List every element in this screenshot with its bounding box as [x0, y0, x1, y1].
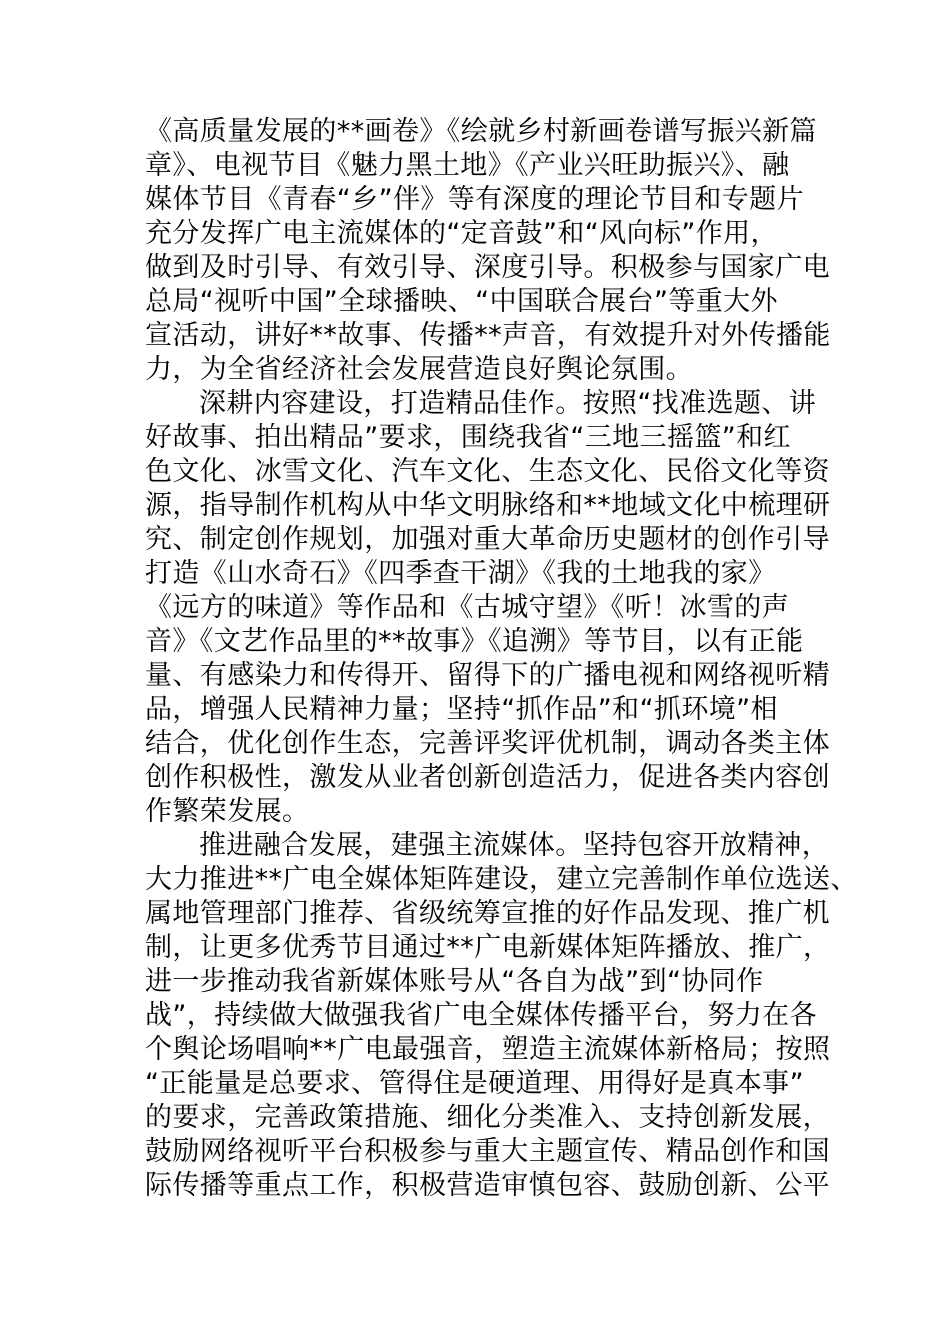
text-line: 打造《山水奇石》《四季查干湖》《我的土地我的家》 — [145, 558, 776, 589]
text-line: 大力推进**广电全媒体矩阵建设，建立完善制作单位选送、 — [145, 864, 858, 895]
text-line: 鼓励网络视听平台积极参与重大主题宣传、精品创作和国 — [145, 1136, 830, 1167]
text-line: 个舆论场唱响**广电最强音，塑造主流媒体新格局；按照 — [145, 1034, 831, 1065]
text-line: 结合，优化创作生态，完善评奖评优机制，调动各类主体 — [145, 728, 830, 759]
document-body — [145, 115, 858, 1203]
text-line: 充分发挥广电主流媒体的“定音鼓”和“风向标”作用， — [145, 218, 778, 249]
text-line: 《远方的味道》等作品和《古城守望》《听！冰雪的声 — [145, 592, 790, 623]
text-line: 总局“视听中国”全球播映、“中国联合展台”等重大外 — [145, 286, 778, 317]
text-line: 章》、电视节目《魅力黑土地》《产业兴旺助振兴》、融 — [145, 150, 790, 181]
text-line: 制，让更多优秀节目通过**广电新媒体矩阵播放、推广， — [145, 932, 831, 963]
text-line: 创作积极性，激发从业者创新创造活力，促进各类内容创 — [145, 762, 830, 793]
text-line: 品，增强人民精神力量；坚持“抓作品”和“抓环境”相 — [145, 694, 778, 725]
text-line: 属地管理部门推荐、省级统筹宣推的好作品发现、推广机 — [145, 898, 830, 929]
text-line: 际传播等重点工作，积极营造审慎包容、鼓励创新、公平 — [145, 1170, 830, 1201]
text-line: 作繁荣发展。 — [145, 796, 310, 827]
text-line: 做到及时引导、有效引导、深度引导。积极参与国家广电 — [145, 252, 830, 283]
text-line: 的要求，完善政策措施、细化分类准入、支持创新发展， — [145, 1102, 830, 1133]
text-line: 色文化、冰雪文化、汽车文化、生态文化、民俗文化等资 — [145, 456, 830, 487]
text-line: 音》《文艺作品里的**故事》《追溯》等节目，以有正能 — [145, 626, 804, 657]
text-line: 进一步推动我省新媒体账号从“各自为战”到“协同作 — [145, 966, 764, 997]
text-line: 《高质量发展的**画卷》《绘就乡村新画卷谱写振兴新篇 — [145, 116, 817, 147]
text-line: “正能量是总要求、管得住是硬道理、用得好是真本事” — [145, 1068, 804, 1099]
paragraph-first-line: 推进融合发展，建强主流媒体。坚持包容开放精神， — [199, 830, 830, 861]
text-line: 媒体节目《青春“乡”伴》等有深度的理论节目和专题片 — [145, 184, 804, 215]
text-line: 源，指导制作机构从中华文明脉络和**地域文化中梳理研 — [145, 490, 831, 521]
paragraph-first-line: 深耕内容建设，打造精品佳作。按照“找准选题、讲 — [199, 388, 817, 419]
text-line: 宣活动，讲好**故事、传播**声音，有效提升对外传播能 — [145, 320, 831, 351]
text-line: 量、有感染力和传得开、留得下的广播电视和网络视听精 — [145, 660, 830, 691]
text-line: 好故事、拍出精品”要求，围绕我省“三地三摇篮”和红 — [145, 422, 791, 453]
text-line: 战”，持续做大做强我省广电全媒体传播平台，努力在各 — [145, 1000, 817, 1031]
text-line: 力，为全省经济社会发展营造良好舆论氛围。 — [145, 354, 693, 385]
text-line: 究、制定创作规划，加强对重大革命历史题材的创作引导 — [145, 524, 830, 555]
